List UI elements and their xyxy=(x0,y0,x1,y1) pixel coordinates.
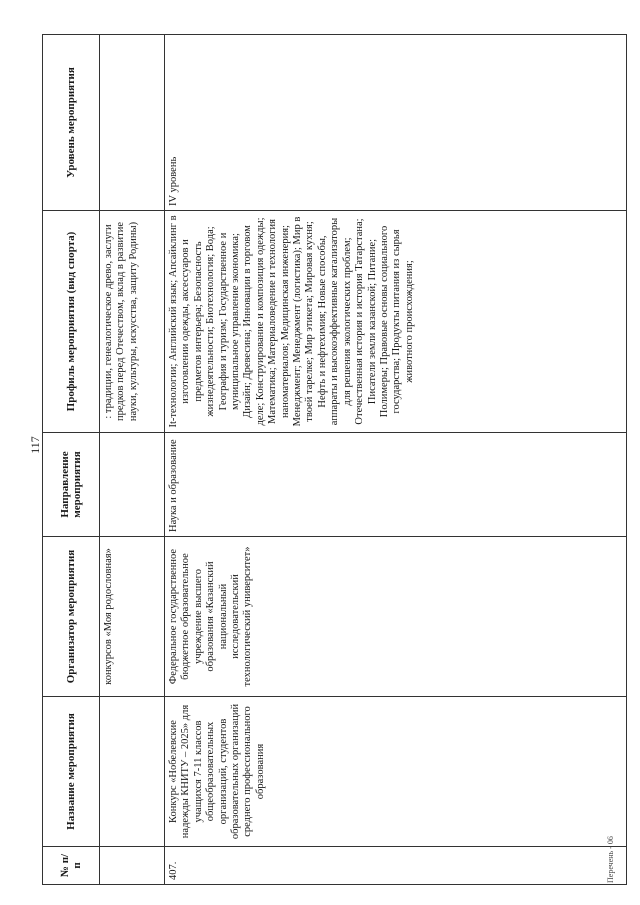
table-row xyxy=(165,35,627,885)
table-header-row xyxy=(43,35,100,885)
header-organizer: Организатор мероприятия xyxy=(43,537,100,697)
cell-num: 407. xyxy=(165,847,627,885)
header-direction: Направление мероприятия xyxy=(43,433,100,537)
cell-organizer: Федеральное государственное бюджетное образовательное учреждение высшего образования «Казанский национальный исследовательский технологический университет» xyxy=(165,537,627,697)
footer-mark: Перечень - 06 xyxy=(606,836,615,883)
table-row xyxy=(100,35,165,885)
page-number: 117 xyxy=(28,436,42,454)
header-num: № п/п xyxy=(43,847,100,885)
cell-name: Конкурс «Нобелевские надежды КНИТУ – 2025» для учащихся 7-11 классов общеобразовательных организаций, студентов образовательных организаций среднего профессионального образования xyxy=(165,697,627,847)
cell-num xyxy=(100,847,165,885)
cell-direction: Наука и образование xyxy=(165,433,627,537)
header-name: Название мероприятия xyxy=(43,697,100,847)
header-profile: Профиль мероприятия (вид спорта) xyxy=(43,211,100,433)
header-level: Уровень мероприятия xyxy=(43,35,100,211)
cell-organizer: конкурсов «Моя родословная» xyxy=(100,537,165,697)
cell-direction xyxy=(100,433,165,537)
cell-profile: It-технологии; Английский язык; Апсайклинг в изготовлении одежды, аксессуаров и предметов интерьера; Безопасность жизнедеятельности; Биотехнология; Вода; География и туризм; Государственное и муниципальное управление экономика; Дизайн; Древесина; Инновации в торговом деле; Конструирование и композиция одежды; Математика; Материаловедение и технология наноматериалов; Медицинская инженерия; Менеджмент; Менеджмент (логистика); Мир в твоей тарелке; Мир этикета; Мировая кухня; Нефть и нефтехимия; Новые способы, аппараты и высокоэффективные катализаторы для решения экологических проблем; Отечественная история и история Татарстана; Писатели земли казанской; Питание; Полимеры; Правовые основы социального государства; Продукты питания из сырья животного происхождения; xyxy=(165,211,627,433)
cell-level: IV уровень xyxy=(165,35,627,211)
cell-level xyxy=(100,35,165,211)
cell-name xyxy=(100,697,165,847)
events-table xyxy=(42,34,627,885)
cell-profile: : традиции, генеалогическое древо, заслуги предков перед Отечеством, вклад в развитие науки, культуры, искусства, защиту Родины) xyxy=(100,211,165,433)
